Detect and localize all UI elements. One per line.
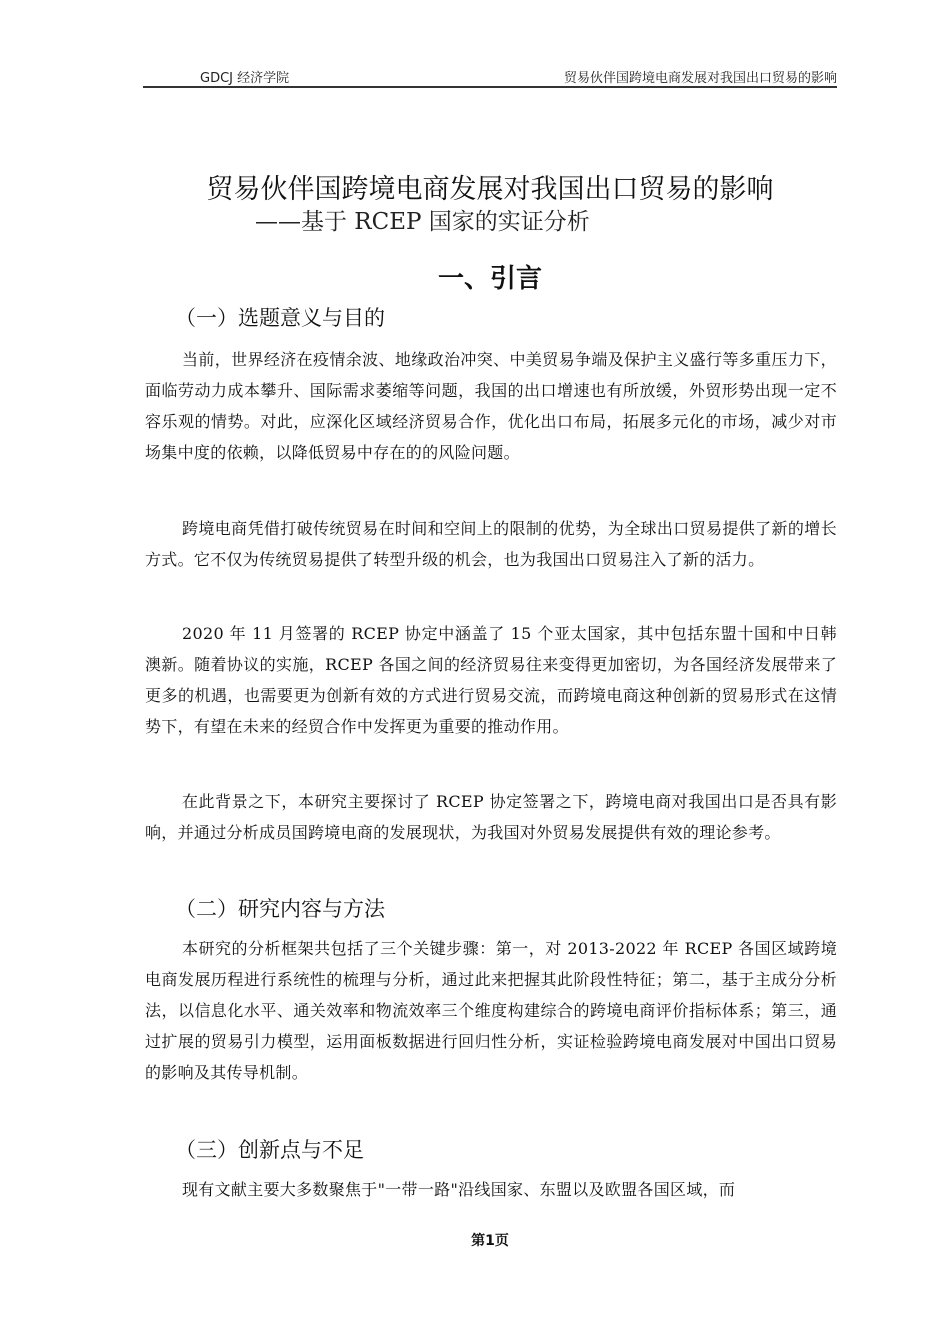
document-title: 贸易伙伴国跨境电商发展对我国出口贸易的影响 — [206, 174, 774, 205]
header-left-text: GDCJ 经济学院 — [200, 71, 290, 86]
paragraph: 当前，世界经济在疫情余波、地缘政治冲突、中美贸易争端及保护主义盛行等多重压力下，面临劳动力成本攀升、国际需求萎缩等问题，我国的出口增速也有所放缓，外贸形势出现一定不容乐观的情势。对此，应深化区域经济贸易合作，优化出口布局，拓展多元化的市场，减少对市场集中度的依赖，以降低贸易中存在的的风险问题。 — [145, 350, 837, 462]
document-subtitle: ——基于 RCEP 国家的实证分析 — [255, 209, 590, 235]
paragraph: 本研究的分析框架共包括了三个关键步骤：第一，对 2013-2022 年 RCEP 各国区域跨境电商发展历程进行系统性的梳理与分析，通过此来把握其此阶段性特征；第二，基于主成分分析法，以信息化水平、通关效率和物流效率三个维度构建综合的跨境电商评价指标体系；第三，通过扩展的贸易引力模型，运用面板数据进行回归性分析，实证检验跨境电商发展对中国出口贸易的影响及其传导机制。 — [145, 939, 837, 1082]
paragraph: 2020 年 11 月签署的 RCEP 协定中涵盖了 15 个亚太国家，其中包括东盟十国和中日韩澳新。随着协议的实施，RCEP 各国之间的经济贸易往来变得更加密切，为各国经济发展带来了更多的机遇，也需要更为创新有效的方式进行贸易交流，而跨境电商这种创新的贸易形式在这情势下，有望在未来的经贸合作中发挥更为重要的推动作用。 — [145, 624, 837, 736]
subsection-heading-innovation: （三）创新点与不足 — [175, 1138, 364, 1162]
paragraph: 在此背景之下，本研究主要探讨了 RCEP 协定签署之下，跨境电商对我国出口是否具有影响，并通过分析成员国跨境电商的发展现状，为我国对外贸易发展提供有效的理论参考。 — [145, 792, 837, 842]
subsection-heading-content-method: （二）研究内容与方法 — [175, 897, 385, 921]
page-number: 第1页 — [471, 1233, 509, 1249]
paragraph: 跨境电商凭借打破传统贸易在时间和空间上的限制的优势，为全球出口贸易提供了新的增长方式。它不仅为传统贸易提供了转型升级的机会，也为我国出口贸易注入了新的活力。 — [145, 519, 837, 569]
section-heading-introduction: 一、引言 — [437, 264, 542, 294]
subsection-heading-significance: （一）选题意义与目的 — [175, 306, 385, 330]
header-divider — [143, 86, 837, 88]
paragraph: 现有文献主要大多数聚焦于"一带一路"沿线国家、东盟以及欧盟各国区域，而 — [182, 1180, 736, 1199]
header-right-text: 贸易伙伴国跨境电商发展对我国出口贸易的影响 — [563, 71, 837, 86]
